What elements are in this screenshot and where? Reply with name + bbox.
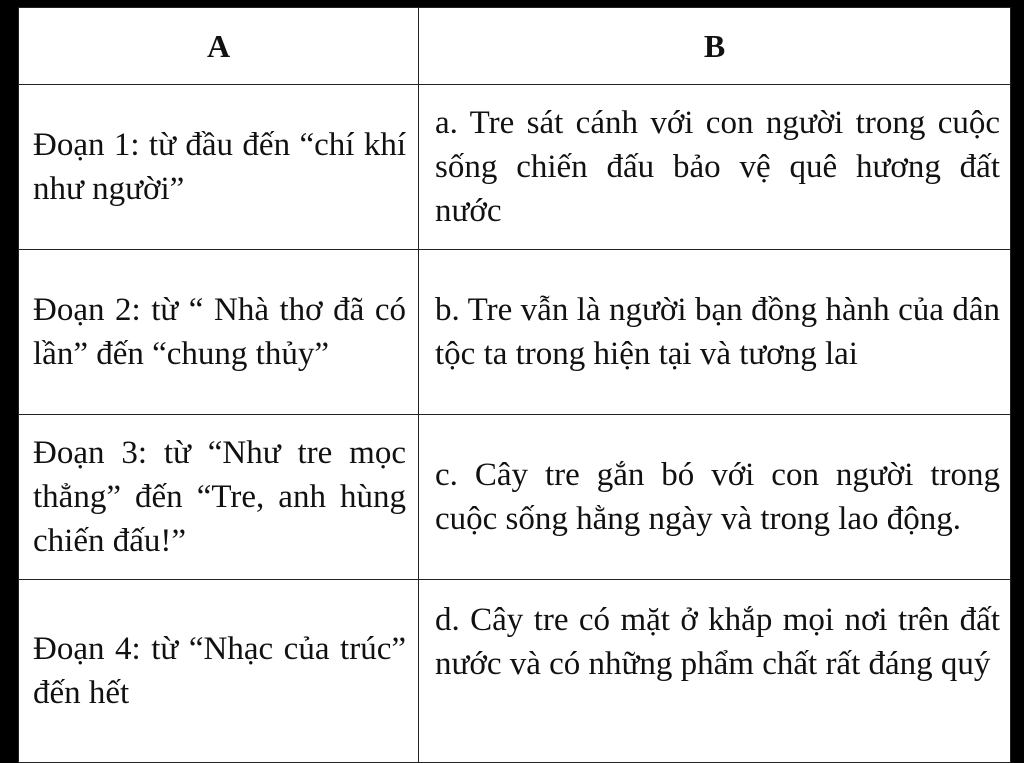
cell-b-row-1: a. Tre sát cánh với con người trong cuộc sống chiến đấu bảo vệ quê hương đất nước [419,85,1011,250]
table-row [19,250,1011,415]
matching-table [18,7,1011,763]
table-row [19,580,1011,763]
column-header-a: A [19,8,419,85]
cell-b-row-4: d. Cây tre có mặt ở khắp mọi nơi trên đất nước và có những phẩm chất rất đáng quý [419,580,1011,763]
cell-a-row-2: Đoạn 2: từ “ Nhà thơ đã có lần” đến “chung thủy” [19,250,419,415]
table-row [19,415,1011,580]
table-row [19,85,1011,250]
cell-a-row-4: Đoạn 4: từ “Nhạc của trúc” đến hết [19,580,419,763]
cell-b-row-3: c. Cây tre gắn bó với con người trong cuộc sống hằng ngày và trong lao động. [419,415,1011,580]
cell-a-row-1: Đoạn 1: từ đầu đến “chí khí như người” [19,85,419,250]
header-row [19,8,1011,85]
column-header-b: B [419,8,1011,85]
cell-b-row-2: b. Tre vẫn là người bạn đồng hành của dân tộc ta trong hiện tại và tương lai [419,250,1011,415]
cell-a-row-3: Đoạn 3: từ “Như tre mọc thẳng” đến “Tre, anh hùng chiến đấu!” [19,415,419,580]
